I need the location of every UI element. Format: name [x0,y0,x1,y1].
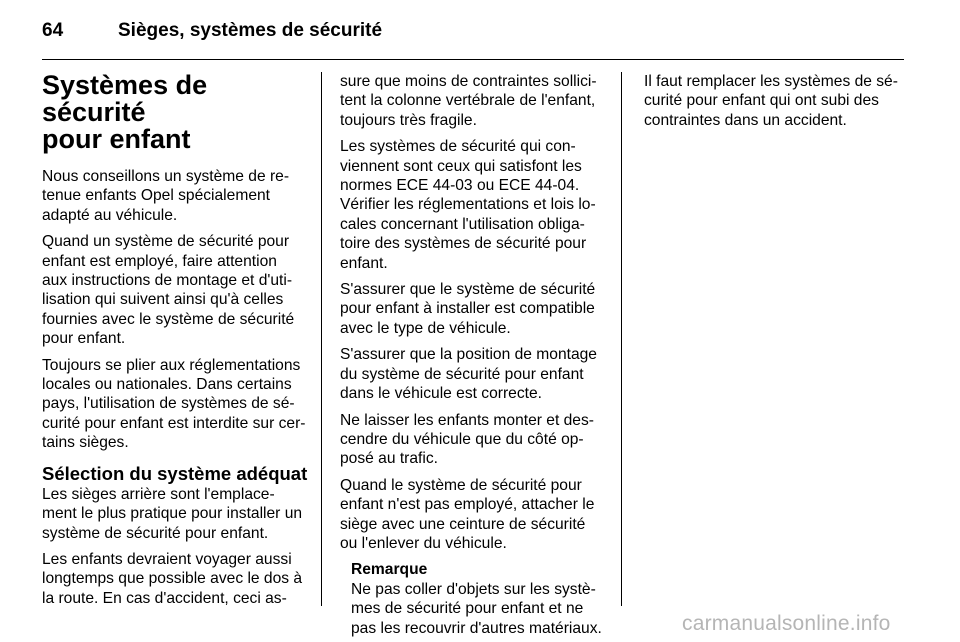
paragraph: Il faut remplacer les systèmes de sé- curité pour enfant qui ont subi des contraintes dans un accident. [644,73,898,129]
subheading: Sélection du système adéquat [42,462,308,484]
paragraph: Nous conseillons un système de re- tenue enfants Opel spécialement adapté au véhicule. [42,168,290,224]
paragraph: Quand le système de sécurité pour enfant n'est pas employé, attacher le siège avec une ceinture de sécurité ou l'enlever du véhicule. [340,476,595,552]
note-body: Ne pas coller d'objets sur les systè- mes de sécurité pour enfant et ne pas les recouvrir d'autres matériaux. [351,580,602,637]
note-box [351,560,612,638]
column-2 [340,72,612,638]
page-number: 64 [42,20,64,41]
paragraph: Ne laisser les enfants monter et des- cendre du véhicule que du côté op- posé au trafic. [340,411,594,468]
column-divider [321,72,322,606]
paragraph: Les sièges arrière sont l'emplace- ment le plus pratique pour installer un système de sécurité pour enfant. [42,485,303,542]
column-3 [644,72,912,137]
paragraph: sure que moins de contraintes sollici- tent la colonne vertébrale de l'enfant, toujours très fragile. [340,73,597,129]
section-title-line2: pour enfant [42,124,191,154]
section-title [42,72,308,153]
header-rule [42,59,904,60]
note-title: Remarque [351,561,428,579]
running-title: Sièges, systèmes de sécurité [118,20,383,41]
paragraph: Les enfants devraient voyager aussi longtemps que possible avec le dos à la route. En cas d'accident, ceci as- [42,550,303,607]
paragraph: Toujours se plier aux réglementations locales ou nationales. Dans certains pays, l'utilisation de systèmes de sé- curité pour enfant est interdite sur cer- tains sièges. [42,356,306,452]
paragraph: Les systèmes de sécurité qui con- viennent sont ceux qui satisfont les normes ECE 44-03 ou ECE 44-04. Vérifier les réglementations et lois lo- cales concernant l'utilisation obliga- toire des systèmes de sécurité pour enfant. [340,138,596,272]
paragraph: S'assurer que la position de montage du système de sécurité pour enfant dans le véhicule est correcte. [340,346,597,403]
paragraph: Quand un système de sécurité pour enfant est employé, faire attention aux instructions de montage et d'uti- lisation qui suivent ainsi qu'à celles fournies avec le système de sécurité pour enfant. [42,233,295,348]
paragraph: S'assurer que le système de sécurité pour enfant à installer est compatible avec le type de véhicule. [340,281,596,337]
watermark: carmanualsonline.info [682,612,891,635]
column-divider [621,72,622,606]
section-title-line1: Systèmes de sécurité [42,70,208,127]
column-1 [42,72,308,615]
